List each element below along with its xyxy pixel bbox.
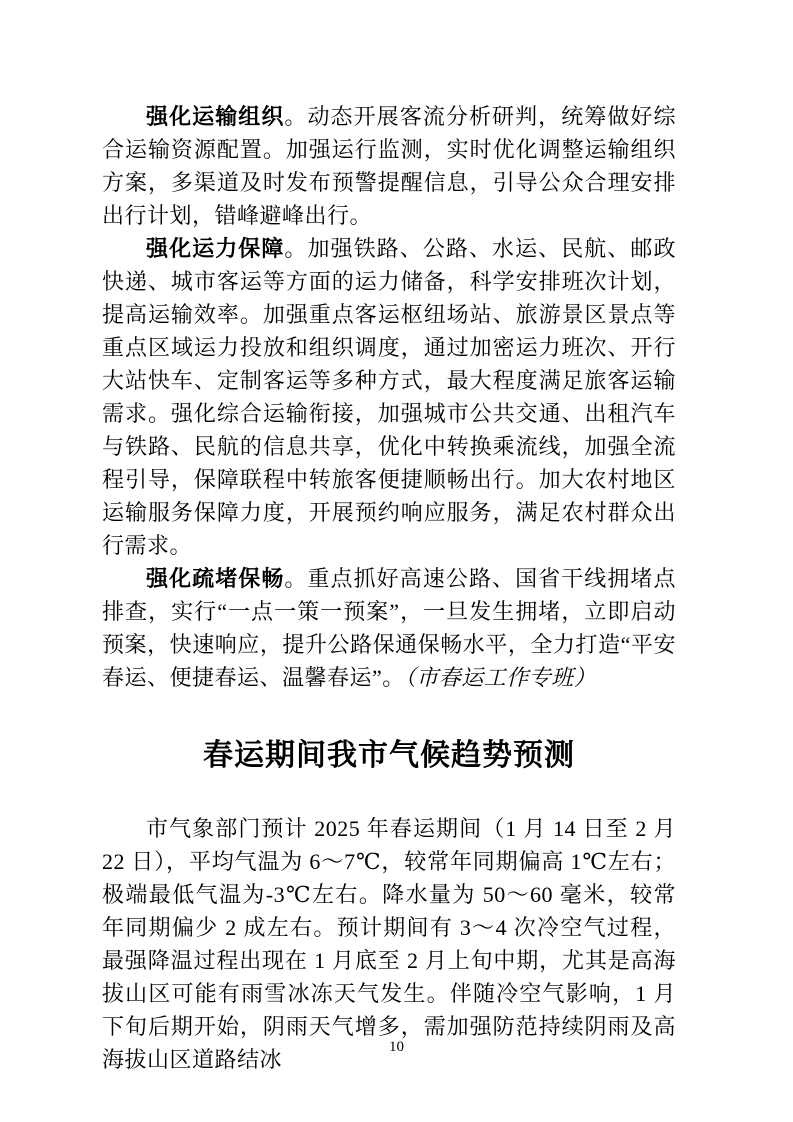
- paragraph-lead-separator: 。: [284, 566, 308, 591]
- paragraph-text: 重点抓好高速公路、国省干线拥堵点排查，实行“一点一策一预案”，一旦发生拥堵，立即启动预案，快速响应，提升公路保通保畅水平，全力打造“平安春运、便捷春运、温馨春运”。: [102, 566, 676, 690]
- section-heading-climate-forecast: 春运期间我市气候趋势预测: [203, 739, 575, 772]
- paragraph-text: 加强铁路、公路、水运、民航、邮政快递、城市客运等方面的运力储备，科学安排班次计划，提高运输效率。加强重点客运枢纽场站、旅游景区景点等重点区域运力投放和组织调度，通过加密运力班次、开行大站快车、定制客运等多种方式，最大程度满足旅客运输需求。强化综合运输衔接，加强城市公共交通、出租汽车与铁路、民航的信息共享，优化中转换乘流线，加强全流程引导，保障联程中转旅客便捷顺畅出行。加大农村地区运输服务保障力度，开展预约响应服务，满足农村群众出行需求。: [102, 236, 676, 558]
- paragraph-transport-organization: [102, 100, 676, 232]
- paragraph-lead-bold: 强化疏堵保畅: [146, 566, 285, 591]
- document-body: [102, 100, 676, 1076]
- paragraph-text: 市气象部门预计 2025 年春运期间（1 月 14 日至 2 月 22 日），平均气温为 6～7℃，较常年同期偏高 1℃左右；极端最低气温为-3℃左右。降水量为 50～60 毫米，较常年同期偏少 2 成左右。预计期间有 3～4 次冷空气过程，最强降温过程出现在 1 月底至 2 月上旬中期，尤其是高海拔山区可能有雨雪冰冻天气发生。伴随冷空气影响，1 月下旬后期开始，阴雨天气增多，需加强防范持续阴雨及高海拔山区道路结冰: [102, 816, 676, 1072]
- paragraph-lead-bold: 强化运输组织: [146, 104, 285, 129]
- paragraph-lead-separator: 。: [284, 236, 308, 261]
- paragraph-attribution: （市春运工作专班）: [404, 665, 597, 690]
- paragraph-capacity-guarantee: [102, 232, 676, 562]
- paragraph-lead-separator: 。: [284, 104, 308, 129]
- paragraph-lead-bold: 强化运力保障: [146, 236, 285, 261]
- paragraph-text: 动态开展客流分析研判，统筹做好综合运输资源配置。加强运行监测，实时优化调整运输组织方案，多渠道及时发布预警提醒信息，引导公众合理安排出行计划，错峰避峰出行。: [102, 104, 676, 228]
- page-number: 10: [389, 1039, 404, 1055]
- page-footer: [0, 1038, 793, 1056]
- paragraph-climate-forecast: [102, 812, 676, 1076]
- paragraph-congestion-relief: [102, 562, 676, 694]
